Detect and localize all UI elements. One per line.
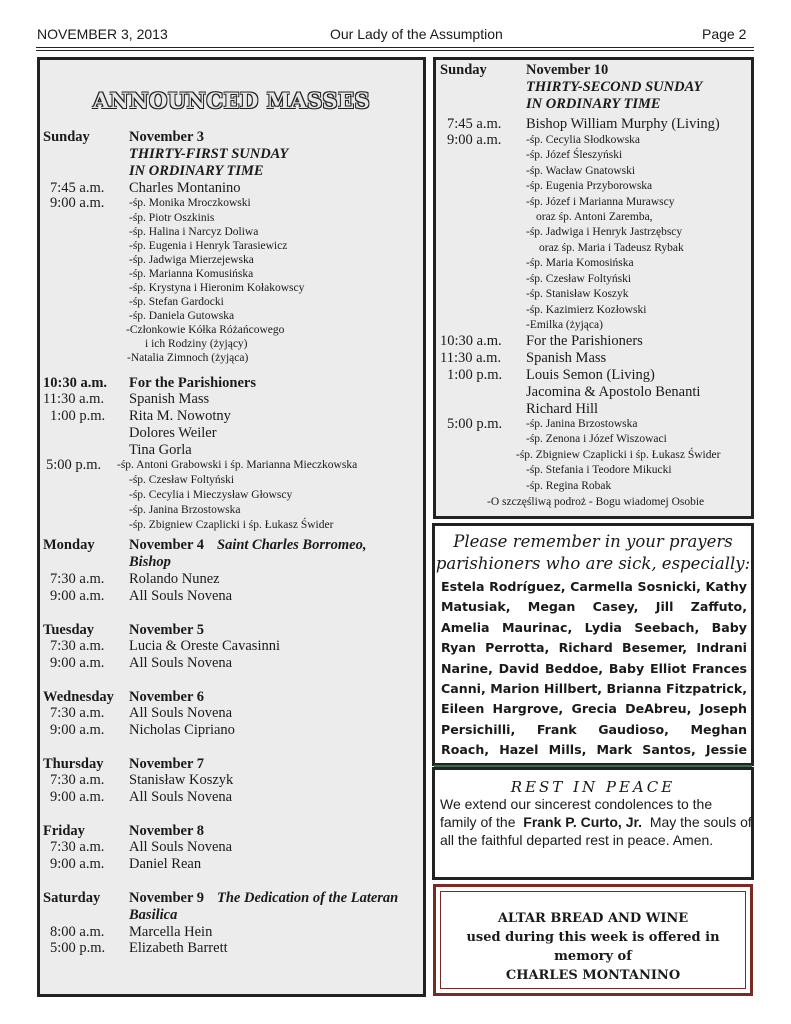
mass-time: 9:00 a.m.: [50, 722, 105, 738]
mass-intention: Lucia & Oreste Cavasinni: [129, 638, 280, 654]
mass-intention: -śp. Cecylia i Mieczysław Głowscy: [129, 489, 293, 501]
tuesday-day: Tuesday: [43, 622, 95, 638]
mass-intention: -śp. Antoni Grabowski i śp. Marianna Mieczkowska: [117, 459, 358, 471]
mass-time: 9:00 a.m.: [50, 655, 105, 671]
mass-intention: Spanish Mass: [129, 391, 210, 407]
monday-day: Monday: [43, 537, 95, 553]
altar-line3: memory of: [554, 949, 632, 964]
mass-intention: -śp. Czesław Foltyński: [526, 273, 632, 285]
mass-time: 5:00 p.m.: [447, 416, 503, 432]
mass-intention: -śp. Zbigniew Czaplicki i śp. Łukasz Świder: [129, 519, 334, 531]
mass-intention: For the Parishioners: [526, 333, 643, 349]
mass-intention: -śp. Stanisław Koszyk: [526, 288, 629, 300]
header-parish: Our Lady of the Assumption: [330, 26, 503, 42]
mass-intention: -śp. Janina Brzostowska: [129, 504, 241, 516]
wednesday-date: November 6: [129, 689, 205, 705]
rest-in-peace-title: REST IN PEACE: [510, 778, 676, 796]
mass-intention: -Członkowie Kółka Różańcowego: [126, 324, 285, 336]
announced-masses-panel: [37, 57, 426, 997]
mass-intention: -śp. Piotr Oszkinis: [129, 212, 215, 224]
sick-title-line1: Please remember in your prayers: [453, 532, 733, 551]
mass-intention: All Souls Novena: [129, 705, 233, 721]
announced-masses-title: ANNOUNCED MASSES: [92, 88, 371, 113]
sunday-day: Sunday: [43, 129, 90, 145]
mass-intention: Louis Semon (Living): [526, 367, 655, 383]
rest-in-peace-text: [440, 795, 752, 849]
mass-time: 7:30 a.m.: [50, 839, 105, 855]
mass-intention: All Souls Novena: [129, 655, 233, 671]
mass-intention: Bishop William Murphy (Living): [526, 116, 720, 132]
thursday-day: Thursday: [43, 756, 104, 772]
mass-time: 11:30 a.m.: [440, 350, 502, 366]
mass-intention: -Natalia Zimnoch (żyjąca): [127, 352, 249, 364]
mass-intention: Rolando Nunez: [129, 571, 220, 587]
mass-time: 9:00 a.m.: [50, 588, 105, 604]
next-sunday-panel: [433, 57, 754, 519]
monday-date: November 4: [129, 537, 205, 553]
mass-time: 7:30 a.m.: [50, 772, 105, 788]
mass-intention: Rita M. Nowotny: [129, 408, 231, 424]
mass-intention: -śp. Jadwiga i Henryk Jastrzębscy: [526, 226, 683, 238]
tuesday-date: November 5: [129, 622, 205, 638]
prayers-for-sick-panel: [432, 523, 754, 766]
header-rule: [36, 47, 754, 48]
sunday-feast-line2: IN ORDINARY TIME: [129, 163, 264, 179]
mass-intention: -śp. Stefania i Teodore Mikucki: [526, 464, 672, 476]
deceased-name: Frank P. Curto, Jr.: [523, 814, 643, 830]
saturday-date: November 9: [129, 890, 205, 906]
mass-intention: -śp. Józef i Marianna Murawscy: [526, 196, 675, 208]
mass-intention: Richard Hill: [526, 401, 599, 417]
mass-time: 9:00 a.m.: [50, 789, 105, 805]
mass-time: 9:00 a.m.: [447, 132, 502, 148]
mass-intention: -śp. Halina i Narcyz Doliwa: [129, 226, 259, 238]
mass-time: 7:45 a.m.: [447, 116, 502, 132]
mass-intention: All Souls Novena: [129, 789, 233, 805]
mass-intention: -śp. Krystyna i Hieronim Kołakowscy: [129, 282, 305, 294]
mass-intention: Daniel Rean: [129, 856, 202, 872]
mass-intention: -śp. Marianna Komusińska: [129, 268, 254, 280]
monday-feast-line1: Saint Charles Borromeo,: [217, 537, 367, 553]
rip-text-before: We extend our sincerest condolences to the family of the: [440, 796, 713, 830]
mass-intention: -śp. Zbigniew Czaplicki i śp. Łukasz Świder: [516, 449, 721, 461]
mass-intention: oraz śp. Antoni Zaremba,: [536, 211, 653, 223]
next-sunday-date: November 10: [526, 62, 609, 78]
mass-time: 7:30 a.m.: [50, 638, 105, 654]
altar-line1: ALTAR BREAD AND WINE: [497, 911, 689, 926]
mass-intention: -śp. Jadwiga Mierzejewska: [129, 254, 254, 266]
sick-names-list: Estela Rodríguez, Carmella Sosnicki, Kathy Matusiak, Megan Casey, Jill Zaffuto, Amelia Maurinac, Lydia Seebach, Baby Ryan Perrotta, Richard Besemer, Indrani Narine, David Beddoe, Baby Elliot Frances Canni, Marion Hillbert, Brianna Fitzpatrick, Eileen Hargrove, Grecia DeAbreu, Joseph Persichilli, Frank Gaudioso, Meghan Roach, Hazel Mills, Mark Santos, Jessie: [441, 579, 747, 758]
mass-intention: i ich Rodziny (żyjący): [145, 338, 248, 350]
next-sunday-day: Sunday: [440, 62, 487, 78]
mass-intention: For the Parishioners: [129, 375, 256, 391]
mass-intention: Tina Gorla: [129, 442, 192, 458]
mass-intention: Dolores Weiler: [129, 425, 217, 441]
mass-intention: -śp. Czesław Foltyński: [129, 474, 235, 486]
next-sunday-feast-line1: THIRTY-SECOND SUNDAY: [526, 79, 703, 95]
next-sunday-feast-line2: IN ORDINARY TIME: [526, 96, 661, 112]
mass-time: 9:00 a.m.: [50, 856, 105, 872]
mass-intention: Jacomina & Apostolo Benanti: [526, 384, 701, 400]
friday-day: Friday: [43, 823, 85, 839]
mass-intention: Nicholas Cipriano: [129, 722, 235, 738]
mass-intention: Marcella Hein: [129, 924, 213, 940]
altar-line2: used during this week is offered in: [466, 930, 720, 945]
saturday-feast-line2: Basilica: [129, 907, 178, 923]
saturday-feast-line1: The Dedication of the Lateran: [217, 890, 399, 906]
thursday-date: November 7: [129, 756, 205, 772]
header-rule-2: [36, 50, 754, 51]
altar-text: [436, 909, 750, 985]
mass-time: 8:00 a.m.: [50, 924, 105, 940]
monday-feast-line2: Bishop: [129, 554, 171, 570]
mass-intention: Spanish Mass: [526, 350, 607, 366]
mass-intention: All Souls Novena: [129, 839, 233, 855]
mass-intention: -śp. Janina Brzostowska: [526, 418, 638, 430]
mass-time: 1:00 p.m.: [447, 367, 503, 383]
mass-intention: All Souls Novena: [129, 588, 233, 604]
mass-intention: -śp. Monika Mroczkowski: [129, 197, 251, 209]
mass-time: 5:00 p.m.: [50, 940, 106, 956]
sunday-feast-line1: THIRTY-FIRST SUNDAY: [129, 146, 289, 162]
sick-title-line2: parishioners who are sick, especially:: [435, 554, 751, 573]
mass-intention: -śp. Zenona i Józef Wiszowaci: [526, 433, 667, 445]
mass-intention: -O szczęśliwą podroż - Bogu wiadomej Osobie: [487, 496, 705, 508]
mass-time: 1:00 p.m.: [50, 408, 106, 424]
mass-intention: -śp. Kazimierz Kozłowski: [526, 304, 647, 316]
saturday-day: Saturday: [43, 890, 101, 906]
mass-time: 11:30 a.m.: [43, 391, 105, 407]
sunday-date: November 3: [129, 129, 205, 145]
mass-time: 7:30 a.m.: [50, 705, 105, 721]
altar-line4: CHARLES MONTANINO: [505, 968, 681, 983]
mass-intention: -śp. Wacław Gnatowski: [526, 165, 636, 177]
mass-intention: Elizabeth Barrett: [129, 940, 228, 956]
header-page-number: Page 2: [702, 26, 747, 42]
mass-intention: -śp. Józef Śleszyński: [526, 149, 623, 161]
header-date: NOVEMBER 3, 2013: [37, 26, 168, 42]
mass-time: 5:00 p.m.: [46, 457, 102, 473]
mass-intention: -śp. Eugenia i Henryk Tarasiewicz: [129, 240, 288, 252]
mass-time: 10:30 a.m.: [440, 333, 502, 349]
mass-time: 7:30 a.m.: [50, 571, 105, 587]
altar-bread-wine-panel: [433, 884, 753, 996]
friday-date: November 8: [129, 823, 205, 839]
mass-intention: -Emilka (żyjąca): [526, 319, 603, 331]
mass-intention: -śp. Maria Komosińska: [526, 257, 634, 269]
mass-time: 9:00 a.m.: [50, 195, 105, 211]
mass-intention: -śp. Regina Robak: [526, 480, 612, 492]
mass-intention: oraz śp. Maria i Tadeusz Rybak: [539, 242, 684, 254]
mass-intention: -śp. Stefan Gardocki: [129, 296, 224, 308]
mass-intention: -śp. Cecylia Słodkowska: [526, 134, 641, 146]
wednesday-day: Wednesday: [43, 689, 114, 705]
rest-in-peace-panel: [432, 767, 754, 880]
mass-intention: -śp. Eugenia Przyborowska: [526, 180, 653, 192]
mass-intention: -śp. Daniela Gutowska: [129, 310, 235, 322]
mass-time: 7:45 a.m.: [50, 180, 105, 196]
mass-intention: Charles Montanino: [129, 180, 241, 196]
mass-intention: Stanisław Koszyk: [129, 772, 234, 788]
mass-time: 10:30 a.m.: [43, 375, 108, 391]
rip-text-after: May the souls of all the faithful departed rest in peace. Amen.: [440, 814, 752, 848]
